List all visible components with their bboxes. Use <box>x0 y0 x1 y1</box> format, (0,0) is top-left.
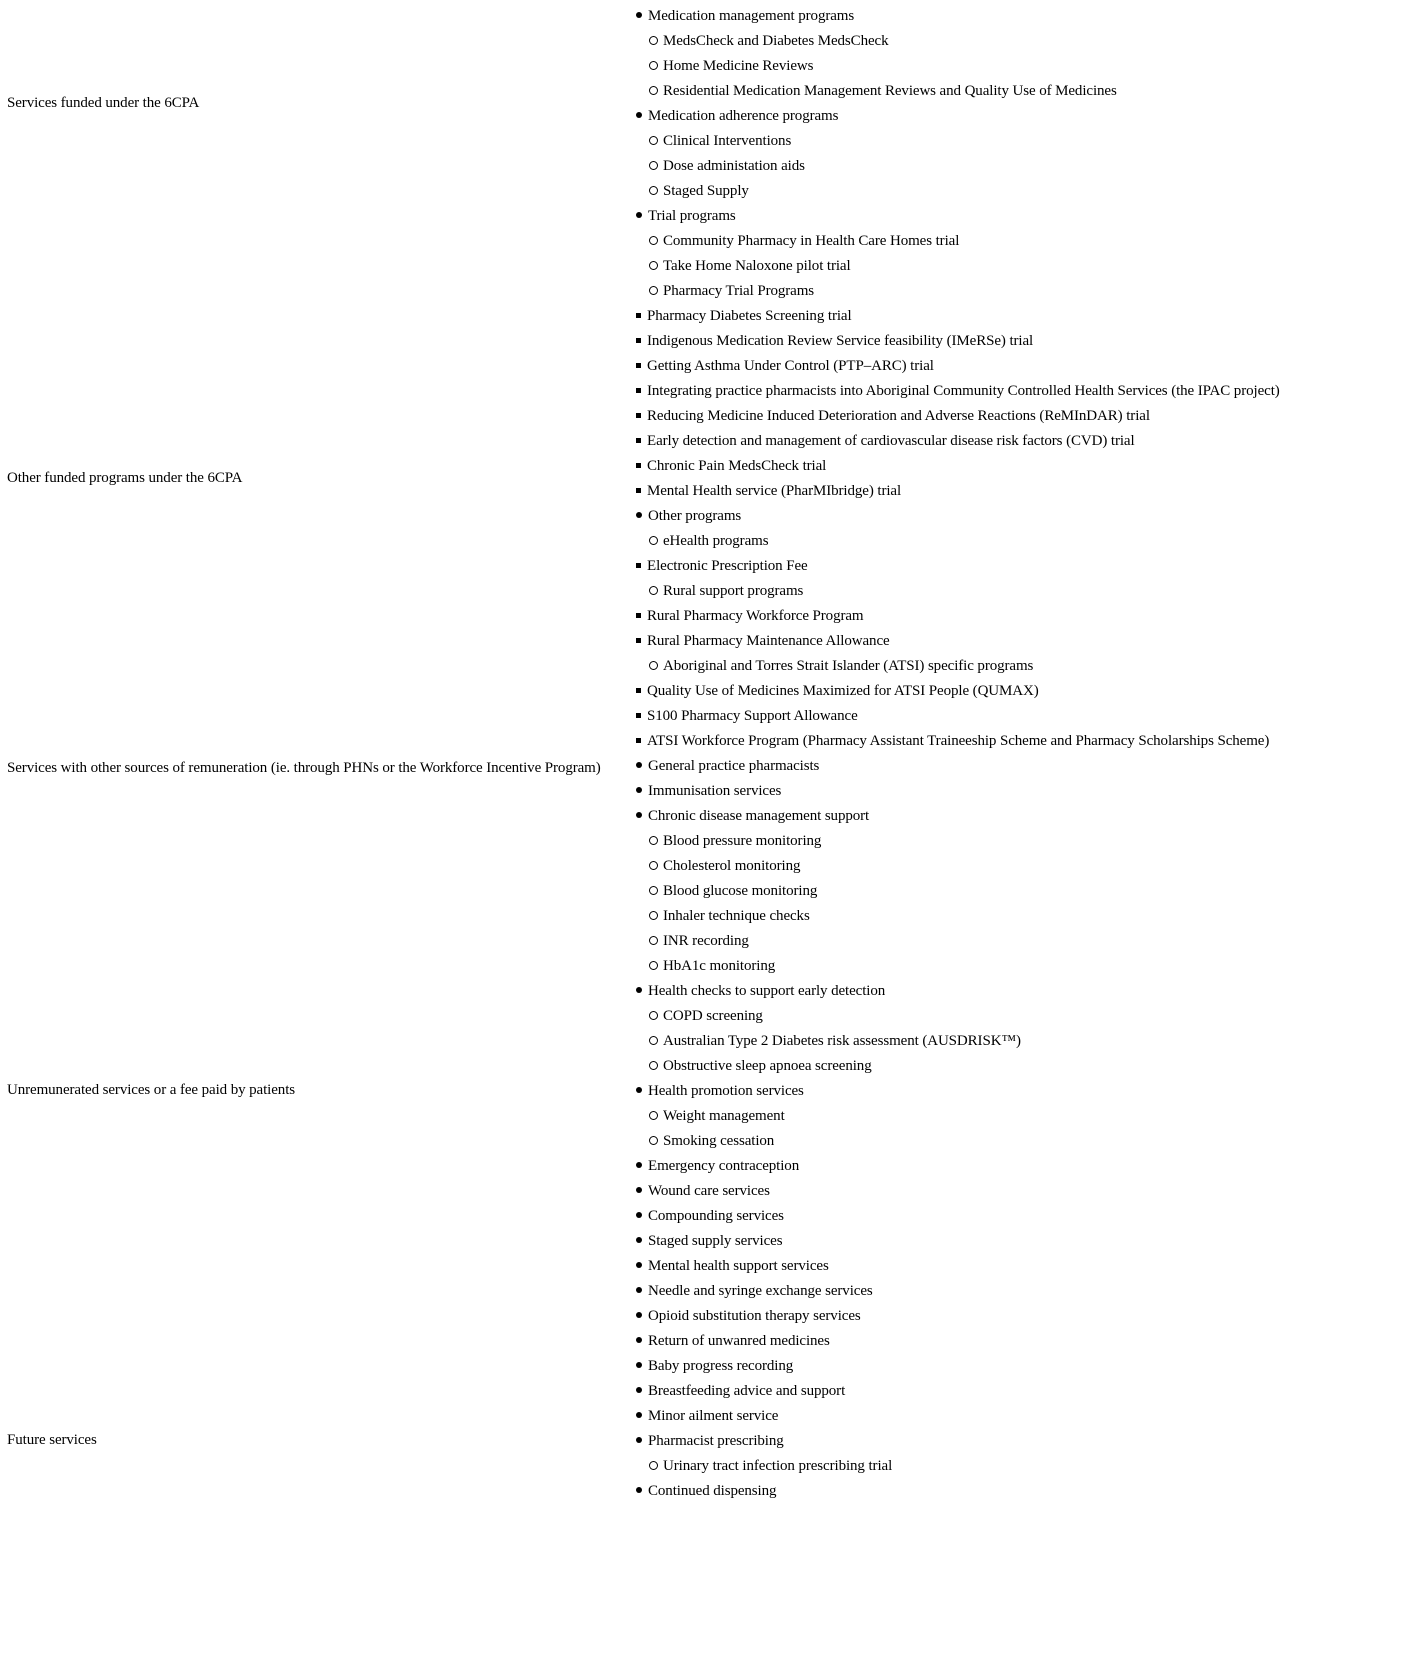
list-item <box>636 904 1280 929</box>
list-item <box>636 654 1280 679</box>
bullet-circle-icon <box>649 536 658 545</box>
list-item <box>636 129 1280 154</box>
list-item <box>636 304 1280 329</box>
list-item <box>636 529 1280 554</box>
item-text: Obstructive sleep apnoea screening <box>663 1058 872 1074</box>
list-item <box>636 579 1280 604</box>
bullet-square-icon <box>636 638 641 643</box>
bullet-circle-icon <box>649 186 658 195</box>
item-text: Take Home Naloxone pilot trial <box>663 258 851 274</box>
item-text: Other programs <box>648 508 742 524</box>
bullet-circle-icon <box>649 161 658 170</box>
item-text: Pharmacy Diabetes Screening trial <box>647 308 852 324</box>
bullet-square-icon <box>636 738 641 743</box>
item-text: Pharmacy Trial Programs <box>663 283 815 299</box>
bullet-disc-icon <box>636 112 642 118</box>
item-text: Aboriginal and Torres Strait Islander (ATSI) specific programs <box>663 658 1034 674</box>
bullet-disc-icon <box>636 1187 642 1193</box>
bullet-disc-icon <box>636 812 642 818</box>
list-item <box>636 1304 1280 1329</box>
list-item <box>636 454 1280 479</box>
group-label-services-funded-under-6cpa: Services funded under the 6CPA <box>7 95 200 111</box>
item-text: Medication adherence programs <box>648 108 839 124</box>
bullet-circle-icon <box>649 586 658 595</box>
bullet-circle-icon <box>649 911 658 920</box>
item-text: Baby progress recording <box>648 1358 794 1374</box>
bullet-circle-icon <box>649 936 658 945</box>
list-item <box>636 879 1280 904</box>
item-text: Indigenous Medication Review Service feasibility (IMeRSe) trial <box>647 333 1034 349</box>
bullet-circle-icon <box>649 236 658 245</box>
item-text: Chronic Pain MedsCheck trial <box>647 458 827 474</box>
item-text: Dose administation aids <box>663 158 805 174</box>
item-text: Blood pressure monitoring <box>663 833 822 849</box>
list-item <box>636 954 1280 979</box>
list-item <box>636 704 1280 729</box>
bullet-square-icon <box>636 313 641 318</box>
item-text: Mental Health service (PharMIbridge) trial <box>647 483 902 499</box>
list-item <box>636 1404 1280 1429</box>
item-text: Needle and syringe exchange services <box>648 1283 873 1299</box>
bullet-square-icon <box>636 688 641 693</box>
bullet-disc-icon <box>636 1487 642 1493</box>
list-item <box>636 1104 1280 1129</box>
list-item <box>636 154 1280 179</box>
item-text: Trial programs <box>648 208 736 224</box>
list-item <box>636 1379 1280 1404</box>
bullet-square-icon <box>636 388 641 393</box>
bullet-circle-icon <box>649 61 658 70</box>
list-item <box>636 1129 1280 1154</box>
list-item <box>636 404 1280 429</box>
item-text: Rural Pharmacy Maintenance Allowance <box>647 633 890 649</box>
bullet-circle-icon <box>649 1061 658 1070</box>
list-item <box>636 329 1280 354</box>
item-text: MedsCheck and Diabetes MedsCheck <box>663 33 889 49</box>
item-text: Quality Use of Medicines Maximized for ATSI People (QUMAX) <box>647 683 1039 699</box>
item-text: Pharmacist prescribing <box>648 1433 784 1449</box>
list-item <box>636 1454 1280 1479</box>
item-text: Staged Supply <box>663 183 749 199</box>
bullet-disc-icon <box>636 1262 642 1268</box>
list-item <box>636 979 1280 1004</box>
list-item <box>636 354 1280 379</box>
list-item <box>636 229 1280 254</box>
list-item <box>636 1154 1280 1179</box>
item-text: Australian Type 2 Diabetes risk assessment (AUSDRISK™) <box>663 1033 1021 1049</box>
list-item <box>636 854 1280 879</box>
item-text: Smoking cessation <box>663 1133 775 1149</box>
item-text: Residential Medication Management Reviews and Quality Use of Medicines <box>663 83 1117 99</box>
bullet-disc-icon <box>636 1087 642 1093</box>
bullet-square-icon <box>636 613 641 618</box>
item-text: Continued dispensing <box>648 1483 777 1499</box>
bullet-list <box>636 4 1280 1504</box>
bullet-disc-icon <box>636 1437 642 1443</box>
item-text: Breastfeeding advice and support <box>648 1383 846 1399</box>
list-item <box>636 604 1280 629</box>
item-text: Health promotion services <box>648 1083 804 1099</box>
item-text: Opioid substitution therapy services <box>648 1308 861 1324</box>
bullet-disc-icon <box>636 1237 642 1243</box>
bullet-disc-icon <box>636 1412 642 1418</box>
list-item <box>636 779 1280 804</box>
list-item <box>636 1479 1280 1504</box>
item-text: Staged supply services <box>648 1233 783 1249</box>
list-item <box>636 4 1280 29</box>
group-label-unremunerated-services: Unremunerated services or a fee paid by patients <box>7 1082 295 1098</box>
list-item <box>636 754 1280 779</box>
bullet-circle-icon <box>649 286 658 295</box>
list-item <box>636 554 1280 579</box>
item-text: Minor ailment service <box>648 1408 779 1424</box>
list-item <box>636 29 1280 54</box>
list-item <box>636 629 1280 654</box>
item-text: Compounding services <box>648 1208 784 1224</box>
list-item <box>636 1179 1280 1204</box>
bullet-square-icon <box>636 713 641 718</box>
bullet-circle-icon <box>649 1136 658 1145</box>
list-item <box>636 504 1280 529</box>
bullet-disc-icon <box>636 1387 642 1393</box>
item-text: Urinary tract infection prescribing trial <box>663 1458 893 1474</box>
bullet-square-icon <box>636 363 641 368</box>
bullet-disc-icon <box>636 762 642 768</box>
item-text: Return of unwanred medicines <box>648 1333 830 1349</box>
item-text: Getting Asthma Under Control (PTP–ARC) trial <box>647 358 934 374</box>
list-item <box>636 79 1280 104</box>
group-label-other-funded-programs: Other funded programs under the 6CPA <box>7 470 243 486</box>
list-item <box>636 429 1280 454</box>
item-text: Health checks to support early detection <box>648 983 886 999</box>
list-item <box>636 179 1280 204</box>
bullet-circle-icon <box>649 261 658 270</box>
bullet-circle-icon <box>649 661 658 670</box>
bullet-square-icon <box>636 488 641 493</box>
list-item <box>636 1029 1280 1054</box>
bullet-circle-icon <box>649 136 658 145</box>
item-text: ATSI Workforce Program (Pharmacy Assistant Traineeship Scheme and Pharmacy Scholarships Scheme) <box>647 733 1270 749</box>
bullet-circle-icon <box>649 86 658 95</box>
list-item <box>636 829 1280 854</box>
item-text: Early detection and management of cardiovascular disease risk factors (CVD) trial <box>647 433 1135 449</box>
item-text: Electronic Prescription Fee <box>647 558 808 574</box>
item-text: Wound care services <box>648 1183 770 1199</box>
list-item <box>636 1004 1280 1029</box>
bullet-circle-icon <box>649 961 658 970</box>
item-text: HbA1c monitoring <box>663 958 776 974</box>
list-item <box>636 1254 1280 1279</box>
list-item <box>636 479 1280 504</box>
bullet-circle-icon <box>649 1011 658 1020</box>
list-item <box>636 1354 1280 1379</box>
item-text: Cholesterol monitoring <box>663 858 801 874</box>
bullet-disc-icon <box>636 787 642 793</box>
list-item <box>636 1054 1280 1079</box>
list-item <box>636 279 1280 304</box>
list-item <box>636 54 1280 79</box>
list-item <box>636 1204 1280 1229</box>
item-text: Integrating practice pharmacists into Aboriginal Community Controlled Health Services (the IPAC project) <box>647 383 1280 399</box>
bullet-circle-icon <box>649 886 658 895</box>
bullet-circle-icon <box>649 861 658 870</box>
item-text: S100 Pharmacy Support Allowance <box>647 708 858 724</box>
bullet-disc-icon <box>636 512 642 518</box>
item-text: Inhaler technique checks <box>663 908 810 924</box>
item-text: COPD screening <box>663 1008 763 1024</box>
bullet-disc-icon <box>636 987 642 993</box>
bullet-circle-icon <box>649 836 658 845</box>
item-text: INR recording <box>663 933 749 949</box>
item-text: Mental health support services <box>648 1258 829 1274</box>
list-item <box>636 804 1280 829</box>
list-item <box>636 1079 1280 1104</box>
list-item <box>636 679 1280 704</box>
list-item <box>636 1329 1280 1354</box>
item-text: Reducing Medicine Induced Deterioration and Adverse Reactions (ReMInDAR) trial <box>647 408 1150 424</box>
group-label-other-sources-remuneration: Services with other sources of remuneration (ie. through PHNs or the Workforce Incentive Program) <box>7 760 601 776</box>
item-text: Immunisation services <box>648 783 782 799</box>
bullet-disc-icon <box>636 1287 642 1293</box>
list-item <box>636 729 1280 754</box>
item-text: Medication management programs <box>648 8 855 24</box>
item-text: Community Pharmacy in Health Care Homes trial <box>663 233 960 249</box>
group-label-future-services: Future services <box>7 1432 97 1448</box>
bullet-circle-icon <box>649 1036 658 1045</box>
bullet-disc-icon <box>636 1362 642 1368</box>
list-item <box>636 379 1280 404</box>
bullet-circle-icon <box>649 36 658 45</box>
bullet-square-icon <box>636 563 641 568</box>
item-text: Emergency contraception <box>648 1158 800 1174</box>
bullet-disc-icon <box>636 1312 642 1318</box>
item-text: Weight management <box>663 1108 785 1124</box>
bullet-disc-icon <box>636 1162 642 1168</box>
list-item <box>636 929 1280 954</box>
list-item <box>636 104 1280 129</box>
item-text: Rural Pharmacy Workforce Program <box>647 608 864 624</box>
bullet-square-icon <box>636 338 641 343</box>
item-text: Blood glucose monitoring <box>663 883 818 899</box>
item-text: eHealth programs <box>663 533 769 549</box>
item-text: Home Medicine Reviews <box>663 58 814 74</box>
item-text: General practice pharmacists <box>648 758 820 774</box>
bullet-disc-icon <box>636 12 642 18</box>
list-item <box>636 1279 1280 1304</box>
item-text: Rural support programs <box>663 583 804 599</box>
list-item <box>636 1229 1280 1254</box>
bullet-disc-icon <box>636 1212 642 1218</box>
item-text: Chronic disease management support <box>648 808 870 824</box>
bullet-square-icon <box>636 413 641 418</box>
bullet-circle-icon <box>649 1461 658 1470</box>
bullet-disc-icon <box>636 212 642 218</box>
item-text: Clinical Interventions <box>663 133 792 149</box>
bullet-circle-icon <box>649 1111 658 1120</box>
list-item <box>636 254 1280 279</box>
bullet-disc-icon <box>636 1337 642 1343</box>
list-item <box>636 204 1280 229</box>
bullet-square-icon <box>636 463 641 468</box>
bullet-square-icon <box>636 438 641 443</box>
list-item <box>636 1429 1280 1454</box>
